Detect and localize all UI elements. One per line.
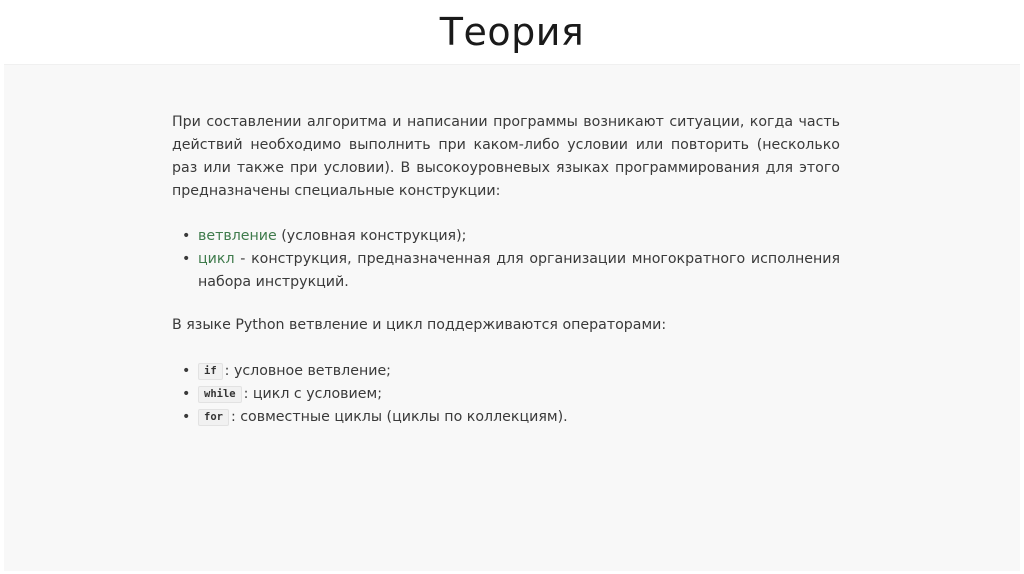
term-branching: ветвление — [198, 228, 277, 244]
constructs-list — [172, 225, 840, 294]
list-item — [172, 225, 840, 248]
bullet-icon: • — [182, 363, 191, 379]
term-description: (условная конструкция); — [276, 228, 467, 244]
term-description: - конструкция, предназначенная для организации многократного исполнения набора инструкций. — [198, 251, 840, 290]
operators-list — [172, 360, 840, 429]
operator-description: : совместные циклы (циклы по коллекциям). — [230, 409, 568, 425]
slide-title: Теория — [439, 10, 585, 54]
code-keyword-while: while — [198, 386, 242, 403]
operator-description: : условное ветвление; — [224, 363, 391, 379]
bullet-icon: • — [182, 386, 191, 402]
operator-description: : цикл с условием; — [243, 386, 382, 402]
intro-paragraph: При составлении алгоритма и написании программы возникают ситуации, когда часть действий необходимо выполнить при каком-либо условии или повторить (несколько раз или также при условии). В высокоуровневых языках программирования для этого предназначены специальные конструкции: — [172, 114, 840, 199]
embedded-screenshot — [4, 64, 1020, 571]
title-band — [0, 0, 1024, 64]
bullet-icon: • — [182, 409, 191, 425]
python-intro-paragraph: В языке Python ветвление и цикл поддерживаются операторами: — [172, 317, 667, 333]
list-item — [172, 383, 840, 406]
bullet-icon: • — [182, 228, 191, 244]
list-item — [172, 406, 840, 429]
list-item — [172, 360, 840, 383]
theory-content — [172, 111, 840, 429]
list-item — [172, 248, 840, 294]
code-keyword-for: for — [198, 409, 229, 426]
code-keyword-if: if — [198, 363, 223, 380]
term-loop: цикл — [198, 251, 235, 267]
bullet-icon: • — [182, 251, 191, 267]
